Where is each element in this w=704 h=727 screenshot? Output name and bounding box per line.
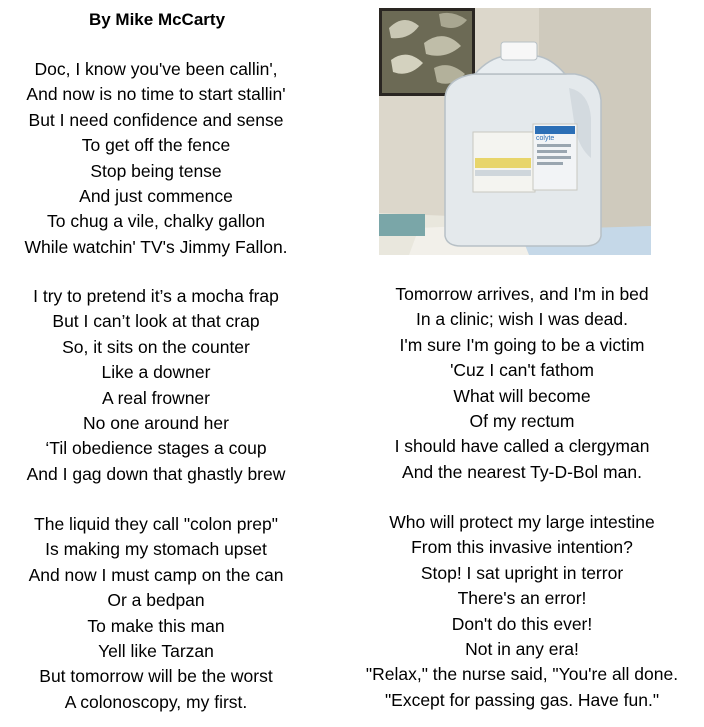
prep-jug-illustration	[379, 8, 651, 255]
poem-line: Is making my stomach upset	[45, 539, 267, 560]
poem-line: Stop! I sat upright in terror	[420, 562, 624, 583]
poem-line: From this invasive intention?	[411, 537, 633, 558]
stanza-1	[0, 57, 312, 260]
stanza-4	[340, 282, 704, 485]
poem-line: While watchin' TV's Jimmy Fallon.	[24, 236, 288, 257]
poem-line: Don't do this ever!	[451, 613, 593, 634]
poem-line: A colonoscopy, my first.	[64, 691, 248, 712]
poem-line: And I gag down that ghastly brew	[26, 463, 286, 484]
poem-line: Or a bedpan	[107, 590, 205, 611]
poem-line: The liquid they call "colon prep"	[34, 514, 278, 534]
poem-line: Stop being tense	[90, 160, 222, 181]
poem-line: I try to pretend it’s a mocha frap	[33, 286, 279, 306]
poem-line: Of my rectum	[469, 410, 575, 431]
poem-line: There's an error!	[457, 588, 587, 609]
label-brand-text: colyte	[536, 135, 555, 142]
poem-line: And the nearest Ty-D-Bol man.	[402, 461, 642, 482]
poem-line: I should have called a clergyman	[394, 436, 650, 457]
poem-line: Tomorrow arrives, and I'm in bed	[395, 284, 649, 304]
poem-line: But I need confidence and sense	[28, 109, 284, 130]
poem-line: I'm sure I'm going to be a victim	[399, 334, 645, 355]
poem-line: Like a downer	[101, 362, 211, 383]
poem-line: ‘Til obedience stages a coup	[45, 438, 267, 459]
poem-line: And now is no time to start stallin'	[26, 84, 286, 105]
poem-line: And now I must camp on the can	[28, 564, 284, 585]
poem-line: But tomorrow will be the worst	[39, 666, 273, 687]
poem-line: A real frowner	[102, 387, 210, 408]
author-byline: By Mike McCarty	[88, 10, 226, 29]
stanza-5	[340, 510, 704, 713]
poem-line: Doc, I know you've been callin',	[34, 59, 278, 79]
poem-line: And just commence	[79, 185, 233, 206]
poem-line: Not in any era!	[465, 638, 579, 659]
poem-line: To chug a vile, chalky gallon	[47, 211, 265, 232]
poem-line: So, it sits on the counter	[62, 336, 250, 357]
poem-line: To make this man	[87, 615, 225, 636]
poem-line: "Relax," the nurse said, "You're all done.	[365, 664, 679, 685]
poem-line: Who will protect my large intestine	[389, 512, 655, 532]
poem-line: But I can’t look at that crap	[52, 311, 260, 332]
poem-line: In a clinic; wish I was dead.	[415, 309, 629, 330]
poem-line: To get off the fence	[81, 135, 231, 156]
prep-jug-photo	[379, 8, 651, 255]
poem-line: What will become	[453, 385, 591, 406]
stanza-2	[0, 284, 312, 487]
poem-line: No one around her	[83, 412, 229, 433]
poem-line: "Except for passing gas. Have fun."	[384, 689, 660, 710]
poem-line: 'Cuz I can't fathom	[450, 360, 594, 381]
poem-line: Yell like Tarzan	[98, 640, 214, 661]
stanza-3	[0, 512, 312, 715]
